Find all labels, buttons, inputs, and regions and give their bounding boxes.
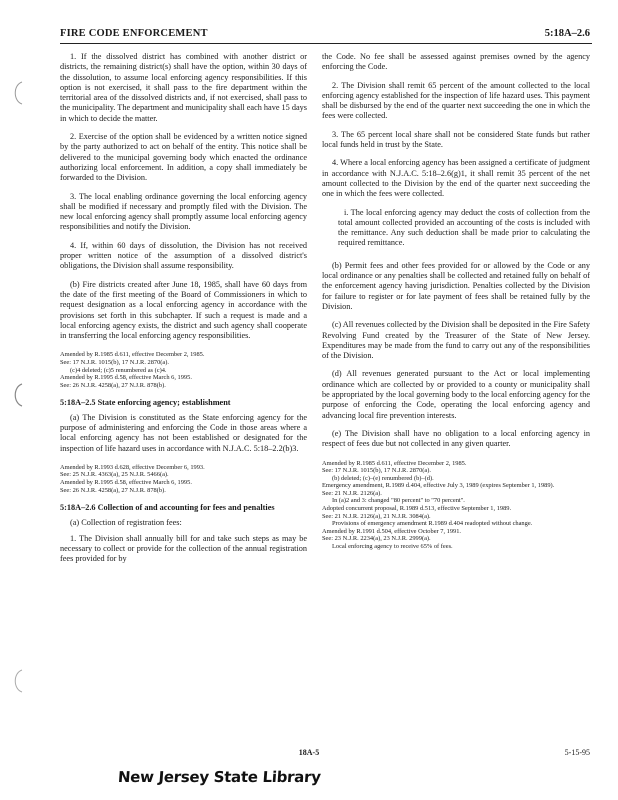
paragraph: 3. The 65 percent local share shall not be considered State funds but rather local funds held in trust by the State.: [322, 129, 590, 150]
history-line: (b) deleted; (c)–(e) renumbered (b)–(d).: [332, 474, 434, 482]
paragraph: 1. If the dissolved district has combined with another district or districts, the remaining district(s) shall have the option, within 30 days of the dissolution, to assume local enforcing agency responsibilities. If this option is not exercised, it shall pass to the fire department within the territorial area of the dissolved districts and, if not exercised, shall pass to the municipality. The department and municipality shall each have 15 days in which to decide the matter.: [60, 52, 307, 123]
history-line: See: 26 N.J.R. 4258(a), 27 N.J.R. 878(b).: [60, 381, 166, 389]
history-note: [60, 464, 307, 494]
history-line: Amended by R.1993 d.628, effective December 6, 1993.: [60, 463, 205, 471]
paragraph: 3. The local enabling ordinance governing the local enforcing agency shall be modified if necessary and promptly filed with the Division. The new local enforcing agency shall promptly assume local enforcing agency responsibilities and notify the Division.: [60, 191, 307, 232]
paragraph: (b) Permit fees and other fees provided for or allowed by the Code or any local ordinance or any penalties shall be collected and retained fully on behalf of the enforcement agency having jurisdiction. Penalties collected by the Division for failure to register or for late payment of fees shall be retained fully by the Division.: [322, 260, 590, 311]
paragraph: (a) Collection of registration fees:: [70, 517, 182, 527]
history-line: Provisions of emergency amendment R.1989 d.404 readopted without change.: [332, 520, 533, 528]
running-header-section: 5:18A–2.6: [544, 28, 590, 39]
paragraph: (e) The Division shall have no obligation to a local enforcing agency in respect of fees due but not collected in any given quarter.: [322, 428, 590, 449]
history-note: [322, 460, 590, 551]
paragraph: 4. Where a local enforcing agency has been assigned a certificate of judgment in accordance with N.J.A.C. 5:18–2.6(g)1, it shall remit 35 percent of the net amount collected to the Division by the end of the quarter next succeeding the one in which the fees were collected.: [322, 158, 590, 199]
history-line: Amended by R.1995 d.58, effective March 6, 1995.: [60, 374, 192, 382]
header-rule: [60, 43, 592, 44]
history-line: See: 21 N.J.R. 2126(a), 21 N.J.R. 3084(a).: [322, 512, 431, 520]
paragraph: 4. If, within 60 days of dissolution, the Division has not received proper written notice of the assumption of a dissolved district's obligations, the Division shall assume responsibility.: [60, 240, 307, 271]
left-column: [60, 52, 307, 573]
section-heading: 5:18A–2.6 Collection of and accounting for fees and penalties: [60, 503, 275, 513]
revision-date: 5-15-95: [564, 748, 590, 757]
paragraph: (d) All revenues generated pursuant to the Act or local implementing ordinance which are collected by or provided to a county or municipality shall be appropriated by the local governing body to the local enforcing agency for the purpose of enforcing the Code, operating the local enforcing agency and advancing local fire prevention interests.: [322, 369, 590, 420]
paragraph: 2. Exercise of the option shall be evidenced by a written notice signed by the party authorized to act on behalf of the entity. This notice shall be delivered to the municipal governing body which enacted the ordinance authorizing local enforcement. In addition, a copy shall immediately be forwarded to the Division.: [60, 132, 307, 183]
history-line: See: 25 N.J.R. 4363(a), 25 N.J.R. 5466(a).: [60, 471, 169, 479]
paragraph: the Code. No fee shall be assessed against premises owned by the agency enforcing the Code.: [322, 52, 590, 72]
history-line: (c)4 deleted; (c)5 renumbered as (c)4.: [70, 366, 167, 374]
history-line: In (a)2 and 3: changed "80 percent" to "70 percent".: [332, 497, 465, 505]
history-line: See: 21 N.J.R. 2126(a).: [322, 489, 382, 497]
page-number: 18A-5: [298, 748, 320, 757]
paragraph: (b) Fire districts created after June 18, 1985, shall have 60 days from the date of the first meeting of the Board of Commissioners in which to request designation as a local enforcing agency in accordance with the provisions set forth in this subchapter. If such a request is made and a local enforcing agency exists, the district and such agency shall cooperate in transferring the local enforcing agency responsibilities.: [60, 279, 307, 341]
history-line: See: 26 N.J.R. 4258(a), 27 N.J.R. 878(b).: [60, 486, 166, 494]
history-line: See: 17 N.J.R. 1015(b), 17 N.J.R. 2870(a).: [322, 467, 431, 475]
running-header-title: FIRE CODE ENFORCEMENT: [60, 28, 208, 39]
history-line: See: 17 N.J.R. 1015(b), 17 N.J.R. 2870(a).: [60, 359, 169, 367]
punch-hole-mark: [10, 668, 24, 694]
paragraph: i. The local enforcing agency may deduct the costs of collection from the total amount collected provided an accounting of the costs is included with the remittance. Any such deduction shall be made prior to calculating the required remittance.: [338, 207, 590, 248]
history-line: Amended by R.1985 d.611, effective December 2, 1985.: [60, 351, 205, 359]
punch-hole-mark: [10, 80, 24, 106]
library-stamp: New Jersey State Library: [117, 768, 322, 786]
history-line: Amended by R.1985 d.611, effective December 2, 1985.: [322, 459, 467, 467]
punch-hole-mark: [10, 382, 24, 408]
history-note: [60, 351, 307, 389]
history-line: Amended by R.1991 d.504, effective October 7, 1991.: [322, 527, 462, 535]
history-line: Amended by R.1995 d.58, effective March 6, 1995.: [60, 479, 192, 487]
paragraph: 2. The Division shall remit 65 percent of the amount collected to the local enforcing agency established for the inspection of life hazard uses. This payment shall be disbursed by the end of the quarter next succeeding the one in which the fees were collected.: [322, 80, 590, 121]
right-column: [322, 52, 590, 560]
paragraph: 1. The Division shall annually bill for and take such steps as may be necessary to collect or provide for the collection of the annual registration fees provided for by: [60, 533, 307, 564]
paragraph: (c) All revenues collected by the Division shall be deposited in the Fire Safety Revolving Fund created by the Treasurer of the State of New Jersey. Expenditures may be made from the fund to carry out any of the responsibilities of the Division.: [322, 320, 590, 361]
history-line: Emergency amendment, R.1989 d.404, effective July 3, 1989 (expires September 1, 1989).: [322, 482, 555, 490]
history-line: Adopted concurrent proposal, R.1989 d.513, effective September 1, 1989.: [322, 505, 512, 513]
history-line: Local enforcing agency to receive 65% of fees.: [332, 543, 453, 551]
history-line: See: 23 N.J.R. 2234(a), 23 N.J.R. 2999(a).: [322, 535, 431, 543]
section-heading: 5:18A–2.5 State enforcing agency; establishment: [60, 398, 231, 408]
paragraph: (a) The Division is constituted as the State enforcing agency for the purpose of administering and enforcing the Code in those areas where a local enforcing agency has not been established or designated for the inspection of life hazard uses in accordance with N.J.A.C. 5:18–2.2(b)3.: [60, 412, 307, 453]
